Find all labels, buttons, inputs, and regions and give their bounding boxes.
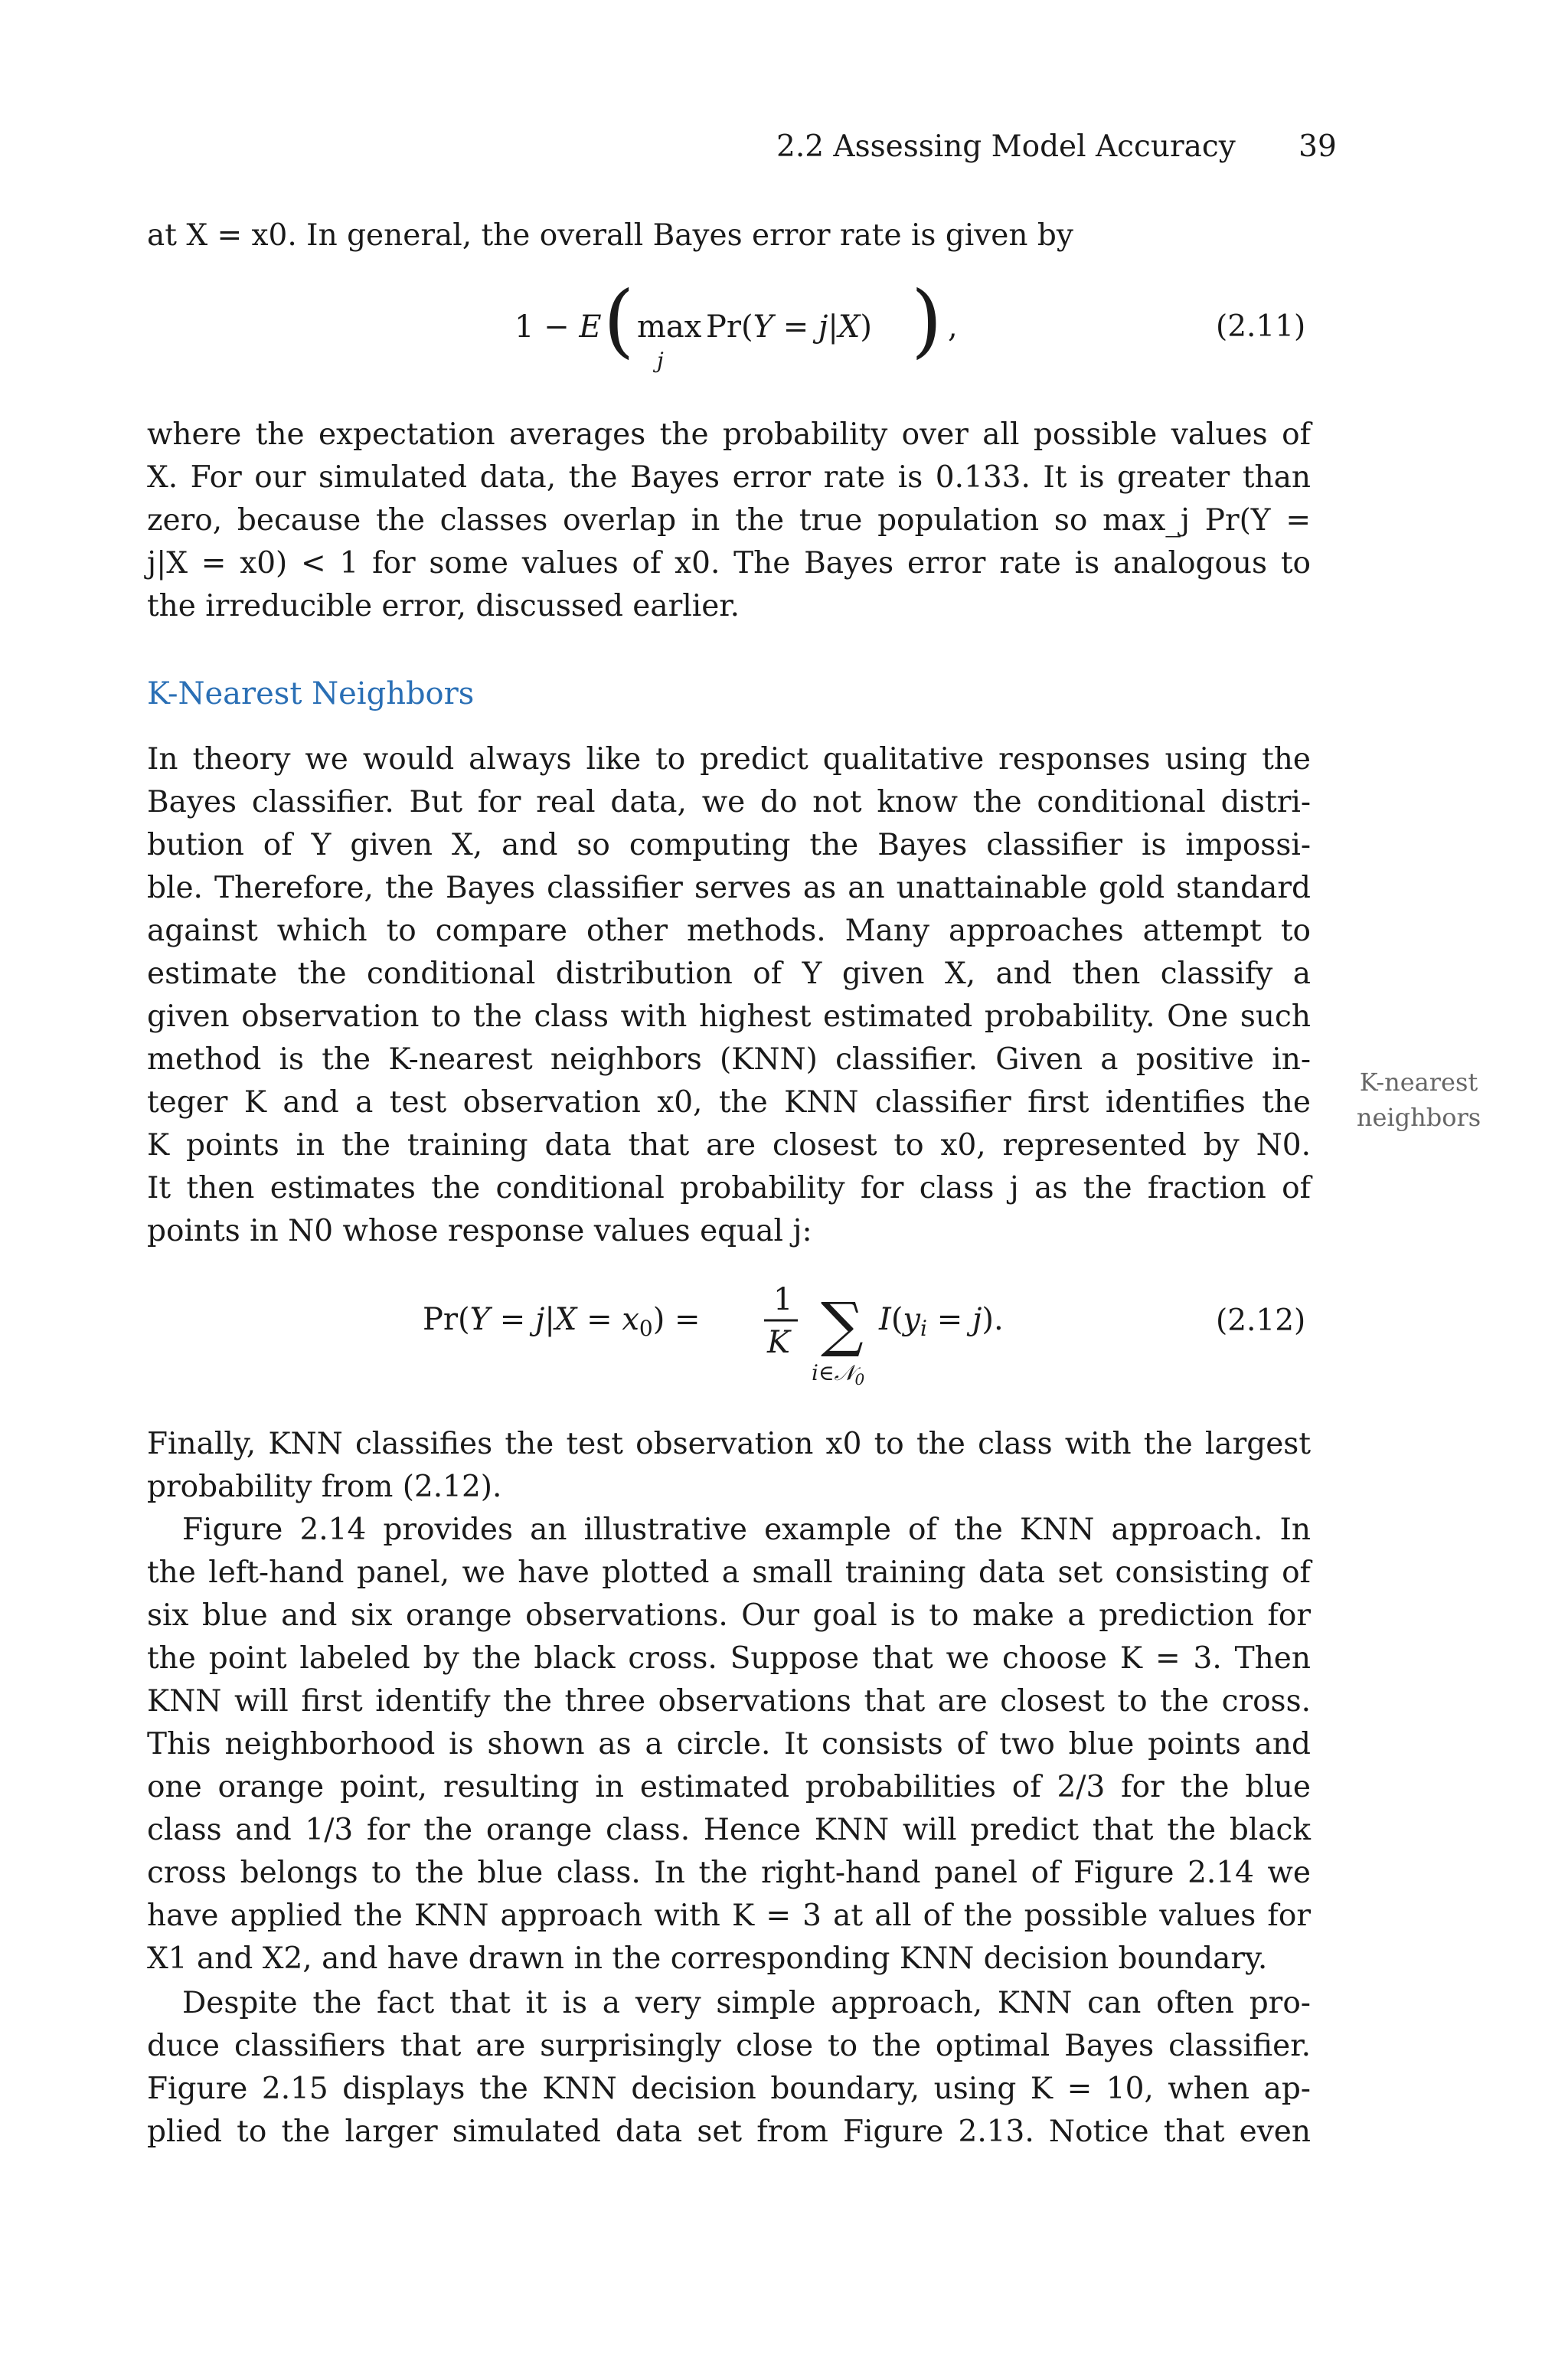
- paragraph-despite: [147, 1982, 1311, 2154]
- text-line: Finally, KNN classifies the test observation x0 to the class with the largest: [147, 1427, 1311, 1461]
- text-line: given observation to the class with highest estimated probability. One such: [147, 999, 1311, 1034]
- text-line: It then estimates the conditional probability for class j as the fraction of: [147, 1171, 1311, 1205]
- svg-text:,: ,: [948, 309, 958, 345]
- paragraph-finally: [147, 1423, 1311, 1509]
- margin-note-line: neighbors: [1356, 1103, 1481, 1132]
- equation-2-11-number: (2.11): [1216, 309, 1306, 344]
- text-line: estimate the conditional distribution of Y given X, and then classify a: [147, 957, 1311, 991]
- text-line: plied to the larger simulated data set from Figure 2.13. Notice that even: [147, 2115, 1311, 2149]
- margin-note-line: K-nearest: [1359, 1068, 1478, 1097]
- text-line: the irreducible error, discussed earlier.: [147, 589, 740, 623]
- text-line: against which to compare other methods. Many approaches attempt to: [147, 914, 1311, 948]
- text-line: cross belongs to the blue class. In the right-hand panel of Figure 2.14 we: [147, 1856, 1311, 1890]
- svg-text:Pr(Y = j|X = x0) =: $Pr(Y = j|X = x_0)$ =: [423, 1302, 701, 1341]
- text-line: where the expectation averages the probability over all possible values of: [147, 417, 1311, 452]
- text-line: have applied the KNN approach with K = 3 at all of the possible values for: [147, 1899, 1311, 1933]
- equation-2-12-number: (2.12): [1216, 1303, 1306, 1338]
- svg-text:i∈𝒩0: i∈𝒩$_0$: [812, 1360, 865, 1389]
- text-line: the point labeled by the black cross. Suppose that we choose K = 3. Then: [147, 1641, 1311, 1676]
- svg-text:max: max: [637, 309, 702, 345]
- text-line: class and 1/3 for the orange class. Hence KNN will predict that the black: [147, 1813, 1311, 1847]
- text-line: X1 and X2, and have drawn in the corresponding KNN decision boundary.: [147, 1941, 1268, 1976]
- intro-line-text: at X = x0. In general, the overall Bayes error rate is given by: [147, 218, 1073, 253]
- text-line: Bayes classifier. But for real data, we do not know the conditional distri-: [147, 785, 1311, 819]
- text-line: zero, because the classes overlap in the true population so max_j Pr(Y =: [147, 503, 1311, 538]
- equation-2-12: [423, 1271, 1050, 1394]
- svg-text:I(yi = j).: $I(y_i = j)$.: [879, 1302, 1004, 1341]
- text-line: Despite the fact that it is a very simple approach, KNN can often pro-: [182, 1986, 1311, 2020]
- svg-text:∑: ∑: [821, 1290, 864, 1359]
- text-line: the left-hand panel, we have plotted a small training data set consisting of: [147, 1555, 1311, 1590]
- text-line: X. For our simulated data, the Bayes error rate is 0.133. It is greater than: [147, 460, 1311, 495]
- margin-note-knn: [1331, 1065, 1507, 1135]
- text-line: K points in the training data that are closest to x0, represented by N0.: [147, 1128, 1311, 1163]
- running-header: [776, 126, 1337, 168]
- text-line: points in N0 whose response values equal j:: [147, 1214, 812, 1248]
- equation-2-11: [514, 285, 989, 377]
- svg-text:1 − E: 1 − E: [514, 309, 602, 345]
- page-number: 39: [1298, 129, 1337, 164]
- text-line: In theory we would always like to predict qualitative responses using the: [147, 742, 1311, 777]
- text-line: probability from (2.12).: [147, 1470, 502, 1504]
- text-line: This neighborhood is shown as a circle. It consists of two blue points and: [147, 1727, 1311, 1761]
- text-line: KNN will first identify the three observations that are closest to the cross.: [147, 1684, 1311, 1719]
- paragraph-bayes-error: [147, 414, 1311, 628]
- text-line: duce classifiers that are surprisingly close to the optimal Bayes classifier.: [147, 2029, 1311, 2063]
- section-header: 2.2 Assessing Model Accuracy: [776, 129, 1236, 164]
- svg-text:j: j: [657, 348, 664, 373]
- text-line: Figure 2.14 provides an illustrative example of the KNN approach. In: [182, 1513, 1311, 1547]
- equation-2-12-render: [423, 1271, 1050, 1394]
- svg-text:): ): [911, 285, 942, 367]
- svg-text:Pr(Y = j|X): Pr(Y = j|X): [706, 309, 872, 345]
- svg-text:K: K: [767, 1325, 790, 1360]
- intro-line: [147, 214, 1311, 257]
- text-line: method is the K-nearest neighbors (KNN) classifier. Given a positive in-: [147, 1042, 1311, 1077]
- text-line: teger K and a test observation x0, the KNN classifier first identifies the: [147, 1085, 1311, 1120]
- text-line: j|X = x0) < 1 for some values of x0. The Bayes error rate is analogous to: [147, 546, 1311, 581]
- svg-text:1: 1: [773, 1282, 793, 1317]
- svg-text:(: (: [603, 285, 635, 367]
- text-line: six blue and six orange observations. Our goal is to make a prediction for: [147, 1598, 1311, 1633]
- equation-2-11-render: [514, 285, 989, 377]
- text-line: ble. Therefore, the Bayes classifier serves as an unattainable gold standard: [147, 871, 1311, 905]
- paragraph-knn: [147, 738, 1311, 1253]
- text-line: Figure 2.15 displays the KNN decision boundary, using K = 10, when ap-: [147, 2072, 1311, 2106]
- text-line: bution of Y given X, and so computing the Bayes classifier is impossi-: [147, 828, 1311, 862]
- paragraph-figure-2-14: [147, 1509, 1311, 1981]
- section-title-knn: K-Nearest Neighbors: [147, 676, 475, 711]
- text-line: one orange point, resulting in estimated probabilities of 2/3 for the blue: [147, 1770, 1311, 1804]
